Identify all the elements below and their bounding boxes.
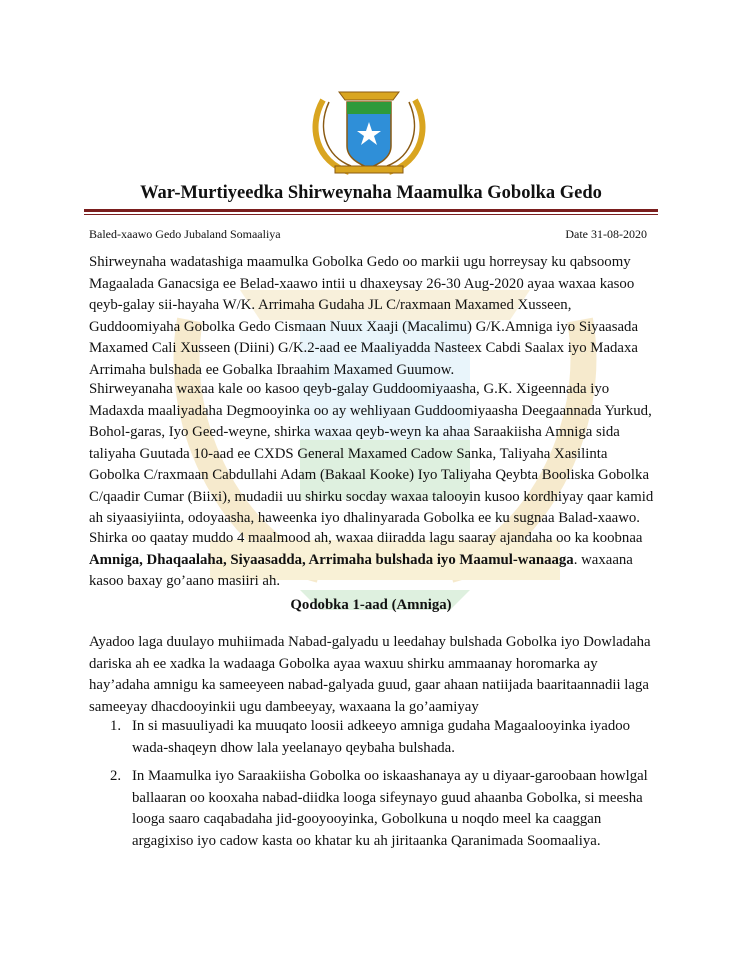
title-divider-thin	[84, 214, 658, 215]
section-heading: Qodobka 1-aad (Amniga)	[290, 597, 452, 613]
document-location: Baled-xaawo Gedo Jubaland Somaaliya	[89, 227, 281, 241]
paragraph-3	[89, 528, 659, 593]
document-title: War-Murtiyeedka Shirweynaha Maamulka Gobolka Gedo	[140, 183, 602, 203]
list-item-number: 1.	[110, 718, 122, 734]
paragraph-3-after: . waxaana kasoo baxay go’aano masiiri ah.	[89, 551, 633, 589]
paragraph-3-before: Shirka oo qaatay muddo 4 maalmood ah, waxaa diiradda lagu saaray ajandaha oo ka koobnaa	[89, 530, 643, 546]
agenda-topics: Amniga, Dhaqaalaha, Siyaasadda, Arrimaha bulshada iyo Maamul-wanaaga	[89, 551, 574, 568]
document-date: Date 31-08-2020	[565, 227, 647, 241]
paragraph-1: Shirweynaha wadatashiga maamulka Gobolka Gedo oo markii ugu horreysay ku qabsoomy Magaalada Ganacsiga ee Belad-xaawo intii u dhaxeysay 26-30 Aug-2020 ayaa waxaa kasoo qeyb-galay sii-hayaha W/K. Arrimaha Gudaha JL C/raxmaan Maxamed Xusseen, Guddoomiyaha Gobolka Gedo Cismaan Nuux Xaaji (Macalimu) G/K.Amniga iyo Siyaasada Maxamed Cali Xusseen (Diini) G/K.2-aad ee Maaliyadda Nasteex Cabdi Saalax iyo Madaxa Arrimaha bulshada ee Gobalka Ibraahim Maxamed Guumow.	[89, 254, 639, 378]
section-intro: Ayadoo laga duulayo muhiimada Nabad-galyadu u leedahay bulshada Gobolka iyo Dowladaha dariska ah ee xadka la wadaaga Gobolka ayaa waxuu shirku ammaanay horomarka ay hay’adaha amnigu ka sameeyeen nabad-galyada guud, gaar ahaan natiijada baaritaannadii laga sameeyay dhacdooyinkii ugu dambeeyay, waxaana la go’aamiyay	[89, 634, 651, 715]
list-item-text: In si masuuliyadi ka muuqato loosii adkeeyo amniga gudaha Magaalooyinka iyadoo wada-shaqeyn dhow lala yeelanayo qeybaha bulshada.	[132, 718, 631, 756]
paragraph-2: Shirweyanaha waxaa kale oo kasoo qeyb-galay Guddoomiyaasha, G.K. Xigeennada iyo Madaxda maaliyadaha Degmooyinka oo ay wehliyaan Guddoomiyaasha Deegaannada Yurkud, Bohol-garas, Iyo Geed-weyne, shirka waxaa qeyb-weyn ka ahaa Saraakiisha Amniga sida taliyaha Guutada 10-aad ee CXDS General Maxamed Cadow Sanka, Taliyaha Xasilinta Gobolka C/raxmaan Cabdullahi Adam (Bakaal Kooke) Iyo Taliyaha Qeybta Booliska Gobolka C/qaadir Cumar (Biixi), mudadii uu shirku socday waxaa talooyin kusoo kordhiyay qaar kamid ah siyaasiyiinta, odoyaasha, haweenka iyo dhalinyarada Gobolka ee ku sugnaa Balad-xaawo.	[89, 381, 654, 526]
title-divider-thick	[84, 209, 658, 212]
list-item-number: 2.	[110, 768, 122, 784]
list-item-text: In Maamulka iyo Saraakiisha Gobolka oo iskaashanaya ay u diyaar-garoobaan howlgal ballaaran oo kooxaha nabad-diidka looga sifeynayo guud ahaanba Gobolka, si meesha looga saaro caqabadaha jid-gooyooyinka, Gobolkuna u noqdo meel ka caaggan argagixiso iyo cadow kasta oo khatar ku ah jiritaanka Qaranimada Soomaaliya.	[132, 768, 648, 849]
jubaland-emblem-icon	[305, 88, 433, 176]
